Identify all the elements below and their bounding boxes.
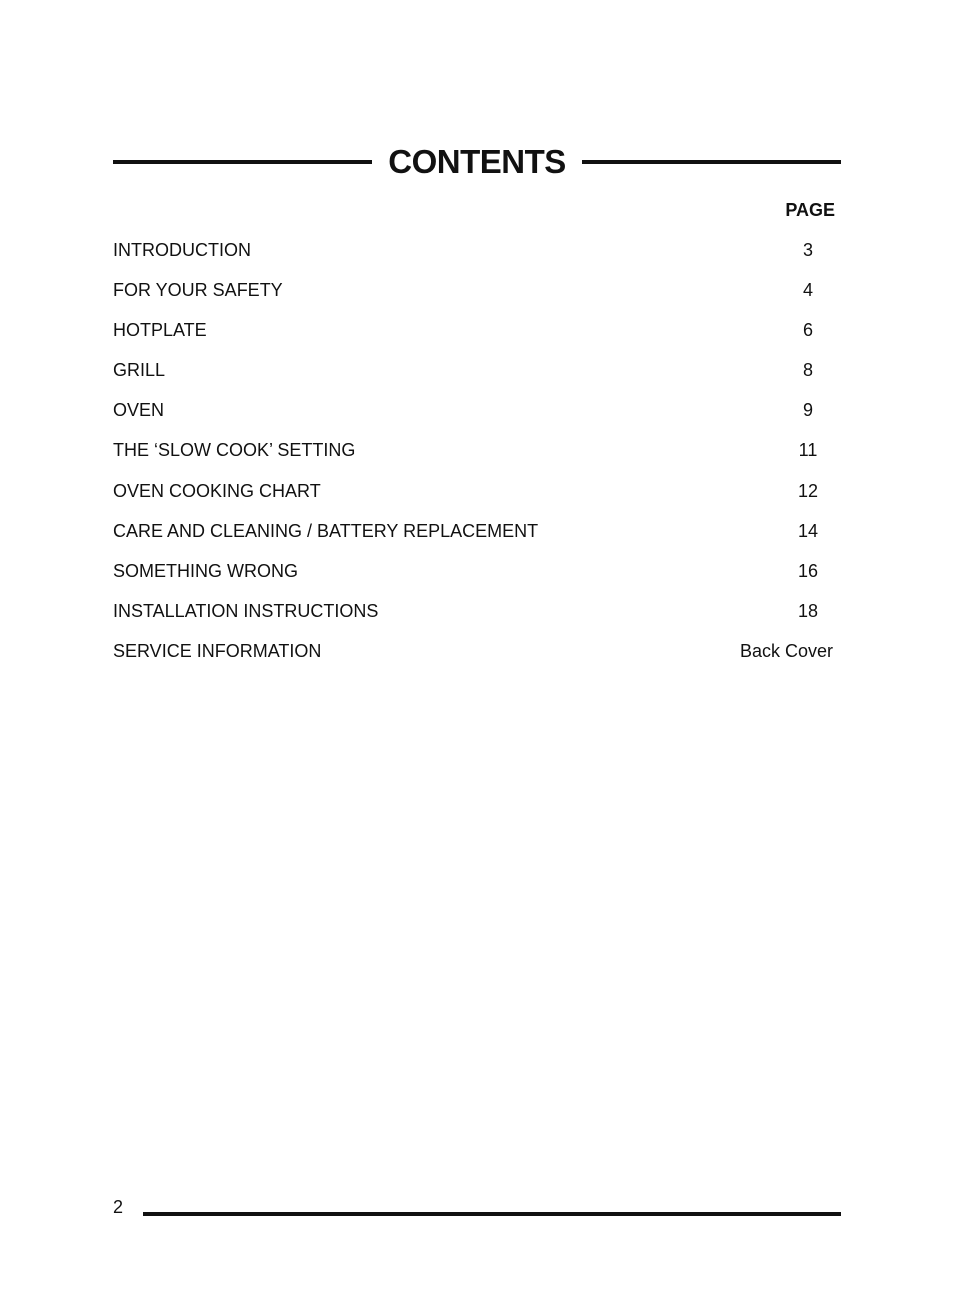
toc-entry-title: FOR YOUR SAFETY	[113, 280, 283, 301]
toc-entry-page: Back Cover	[739, 640, 833, 661]
toc-row-hotplate[interactable]	[113, 319, 833, 359]
page-footer	[113, 1196, 841, 1220]
toc-row-installation-instructions[interactable]	[113, 600, 833, 640]
toc-row-oven-cooking-chart[interactable]	[113, 480, 833, 520]
toc-entry-title: THE ‘SLOW COOK’ SETTING	[113, 440, 356, 461]
toc-entry-title: GRILL	[113, 360, 166, 381]
toc-entry-page: 18	[798, 600, 819, 621]
toc-entry-title: HOTPLATE	[113, 320, 207, 341]
toc-row-care-and-cleaning[interactable]	[113, 520, 833, 560]
toc-row-oven[interactable]	[113, 399, 833, 439]
toc-row-grill[interactable]	[113, 359, 833, 399]
toc-row-something-wrong[interactable]	[113, 560, 833, 600]
toc-entry-page: 8	[802, 360, 813, 381]
title-row	[113, 140, 841, 184]
toc-entry-page: 11	[798, 440, 818, 461]
toc-entry-title: SERVICE INFORMATION	[113, 640, 322, 661]
toc-entry-title: OVEN	[113, 400, 165, 421]
footer-rule	[143, 1212, 841, 1216]
toc-entry-page: 6	[802, 320, 813, 341]
toc-row-introduction[interactable]	[113, 239, 833, 279]
toc-entry-page: 3	[802, 240, 813, 260]
toc-entry-title: CARE AND CLEANING / BATTERY REPLACEMENT	[113, 520, 539, 541]
page-number: 2	[113, 1197, 124, 1217]
page-title: CONTENTS	[388, 143, 566, 180]
page-column-header: PAGE	[785, 200, 835, 220]
toc-entry-title: INTRODUCTION	[113, 240, 251, 260]
toc-entry-page: 9	[802, 400, 813, 421]
title-rule-right	[582, 160, 841, 164]
toc-entry-title: OVEN COOKING CHART	[113, 480, 321, 501]
toc-row-service-information[interactable]	[113, 640, 833, 680]
toc-entry-title: SOMETHING WRONG	[113, 560, 298, 581]
toc-entry-page: 14	[798, 520, 819, 541]
toc-entry-page: 12	[798, 480, 819, 501]
title-rule-left	[113, 160, 372, 164]
toc-entry-page: 4	[802, 280, 813, 301]
toc-row-slow-cook-setting[interactable]	[113, 439, 833, 479]
table-of-contents	[113, 239, 833, 680]
toc-row-for-your-safety[interactable]	[113, 279, 833, 319]
toc-entry-title: INSTALLATION INSTRUCTIONS	[113, 600, 379, 621]
toc-entry-page: 16	[798, 560, 819, 581]
